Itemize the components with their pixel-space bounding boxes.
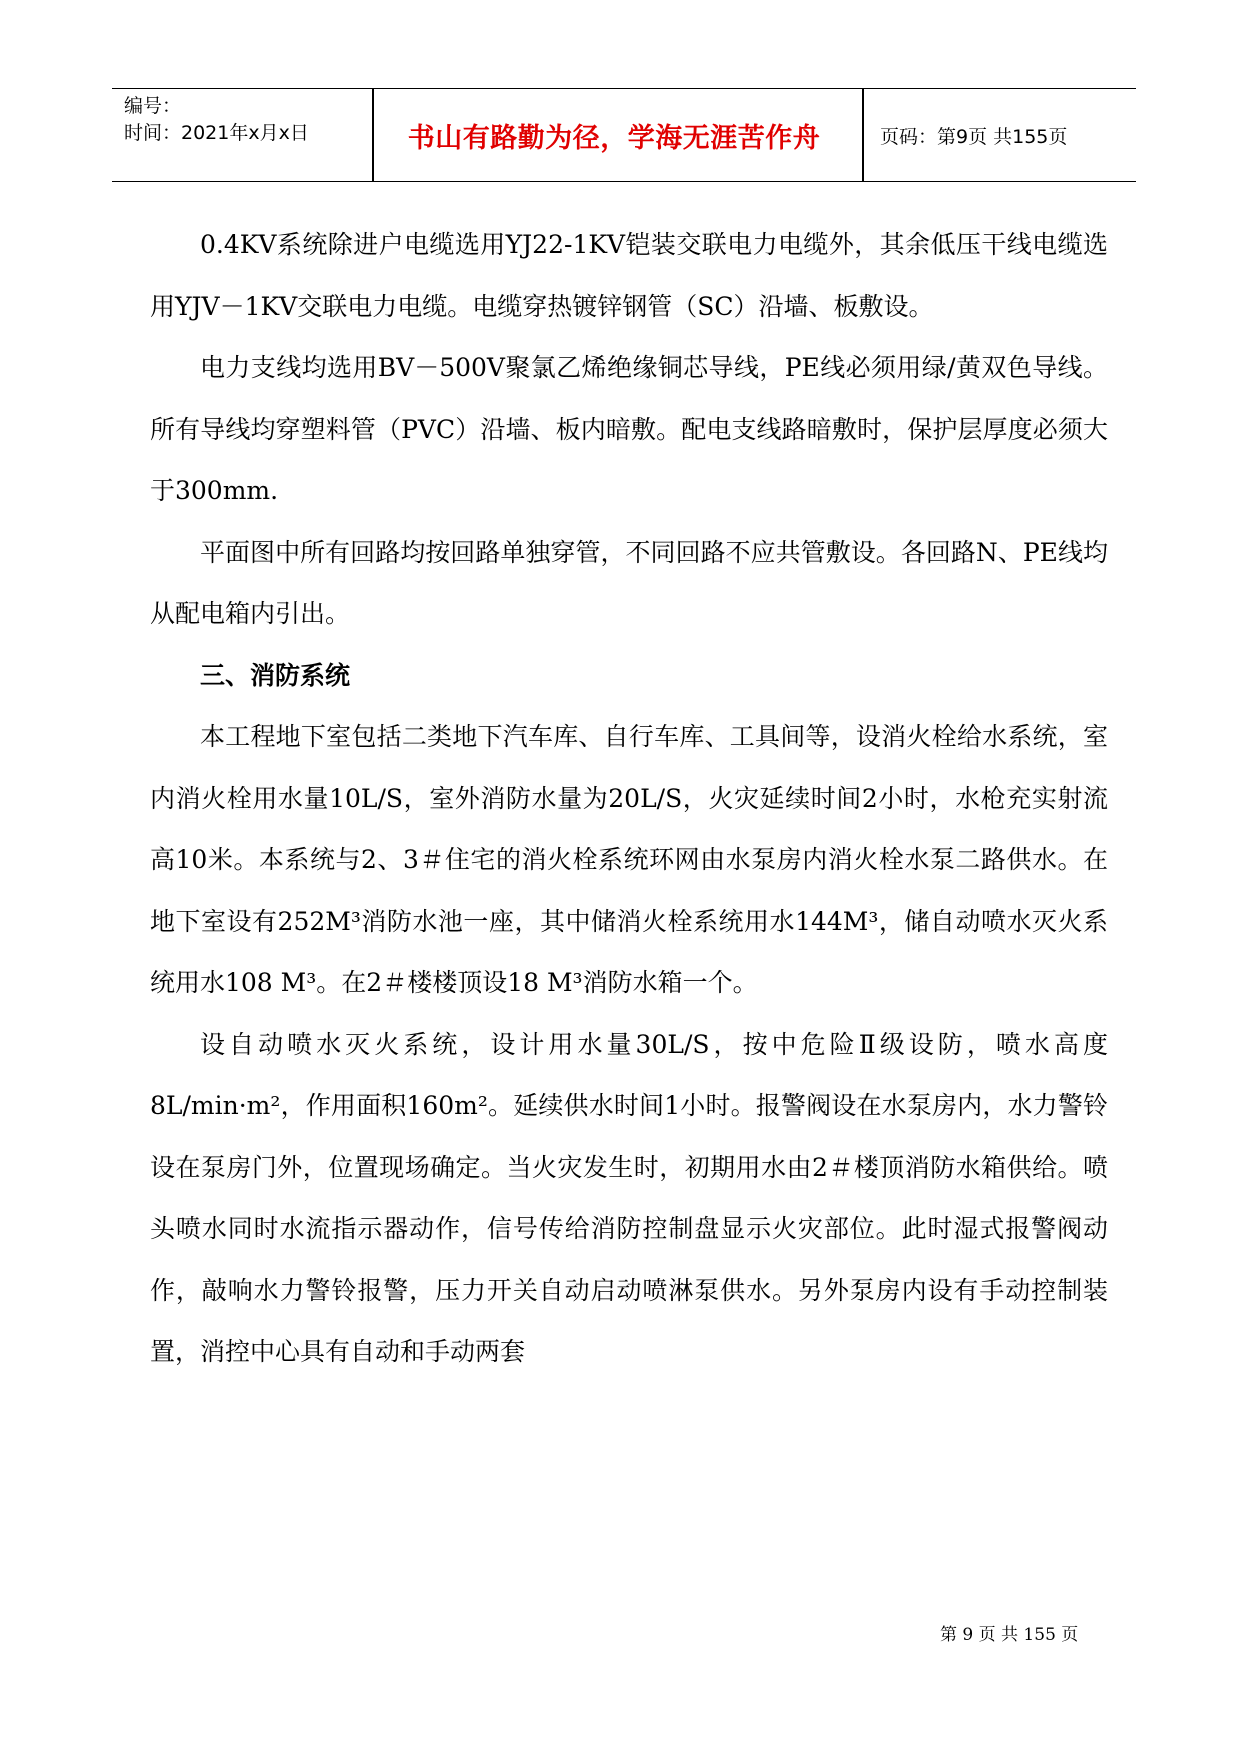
- paragraph-power-branch-lines: 电力支线均选用BV－500V聚氯乙烯绝缘铜芯导线，PE线必须用绿/黄双色导线。所有导线均穿塑料管（PVC）沿墙、板内暗敷。配电支线路暗敷时，保护层厚度必须大于300mm.: [150, 353, 1108, 505]
- paragraph-circuit-conduits: 平面图中所有回路均按回路单独穿管，不同回路不应共管敷设。各回路N、PE线均从配电箱内引出。: [150, 537, 1108, 628]
- header-meta: [112, 89, 372, 181]
- header-motto: 书山有路勤为径，学海无涯苦作舟: [407, 122, 821, 154]
- paragraph-cable-system: 0.4KV系统除进户电缆选用YJ22-1KV铠装交联电力电缆外，其余低压干线电缆选用YJV－1KV交联电力电缆。电缆穿热镀锌钢管（SC）沿墙、板敷设。: [150, 230, 1108, 321]
- paragraph-hydrant-system: 本工程地下室包括二类地下汽车库、自行车库、工具间等，设消火栓给水系统，室内消火栓用水量10L/S，室外消防水量为20L/S，火灾延续时间2小时，水枪充实射流高10米。本系统与2、3＃住宅的消火栓系统环网由水泵房内消火栓水泵二路供水。在地下室设有252M³消防水池一座，其中储消火栓系统用水144M³，储自动喷水灭火系统用水108 M³。在2＃楼楼顶设18 M³消防水箱一个。: [150, 722, 1108, 997]
- header-page-number: 页码：第9页 共155页: [880, 125, 1068, 148]
- page-footer: 第 9 页 共 155 页: [940, 1625, 1079, 1645]
- section-heading-fire-system: 三、消防系统: [200, 660, 351, 690]
- paragraph-sprinkler-system: 设自动喷水灭火系统，设计用水量30L/S，按中危险Ⅱ级设防，喷水高度8L/min·m²，作用面积160m²。延续供水时间1小时。报警阀设在水泵房内，水力警铃设在泵房门外，位置现场确定。当火灾发生时，初期用水由2＃楼顶消防水箱供给。喷头喷水同时水流指示器动作，信号传给消防控制盘显示火灾部位。此时湿式报警阀动作，敲响水力警铃报警，压力开关自动启动喷淋泵供水。另外泵房内设有手动控制装置，消控中心具有自动和手动两套: [150, 1029, 1108, 1366]
- document-number-label: 编号：: [124, 95, 182, 117]
- document-body: [150, 214, 1108, 1383]
- page-header: [112, 88, 1136, 182]
- document-time-label: 时间：2021年x月x日: [124, 122, 309, 144]
